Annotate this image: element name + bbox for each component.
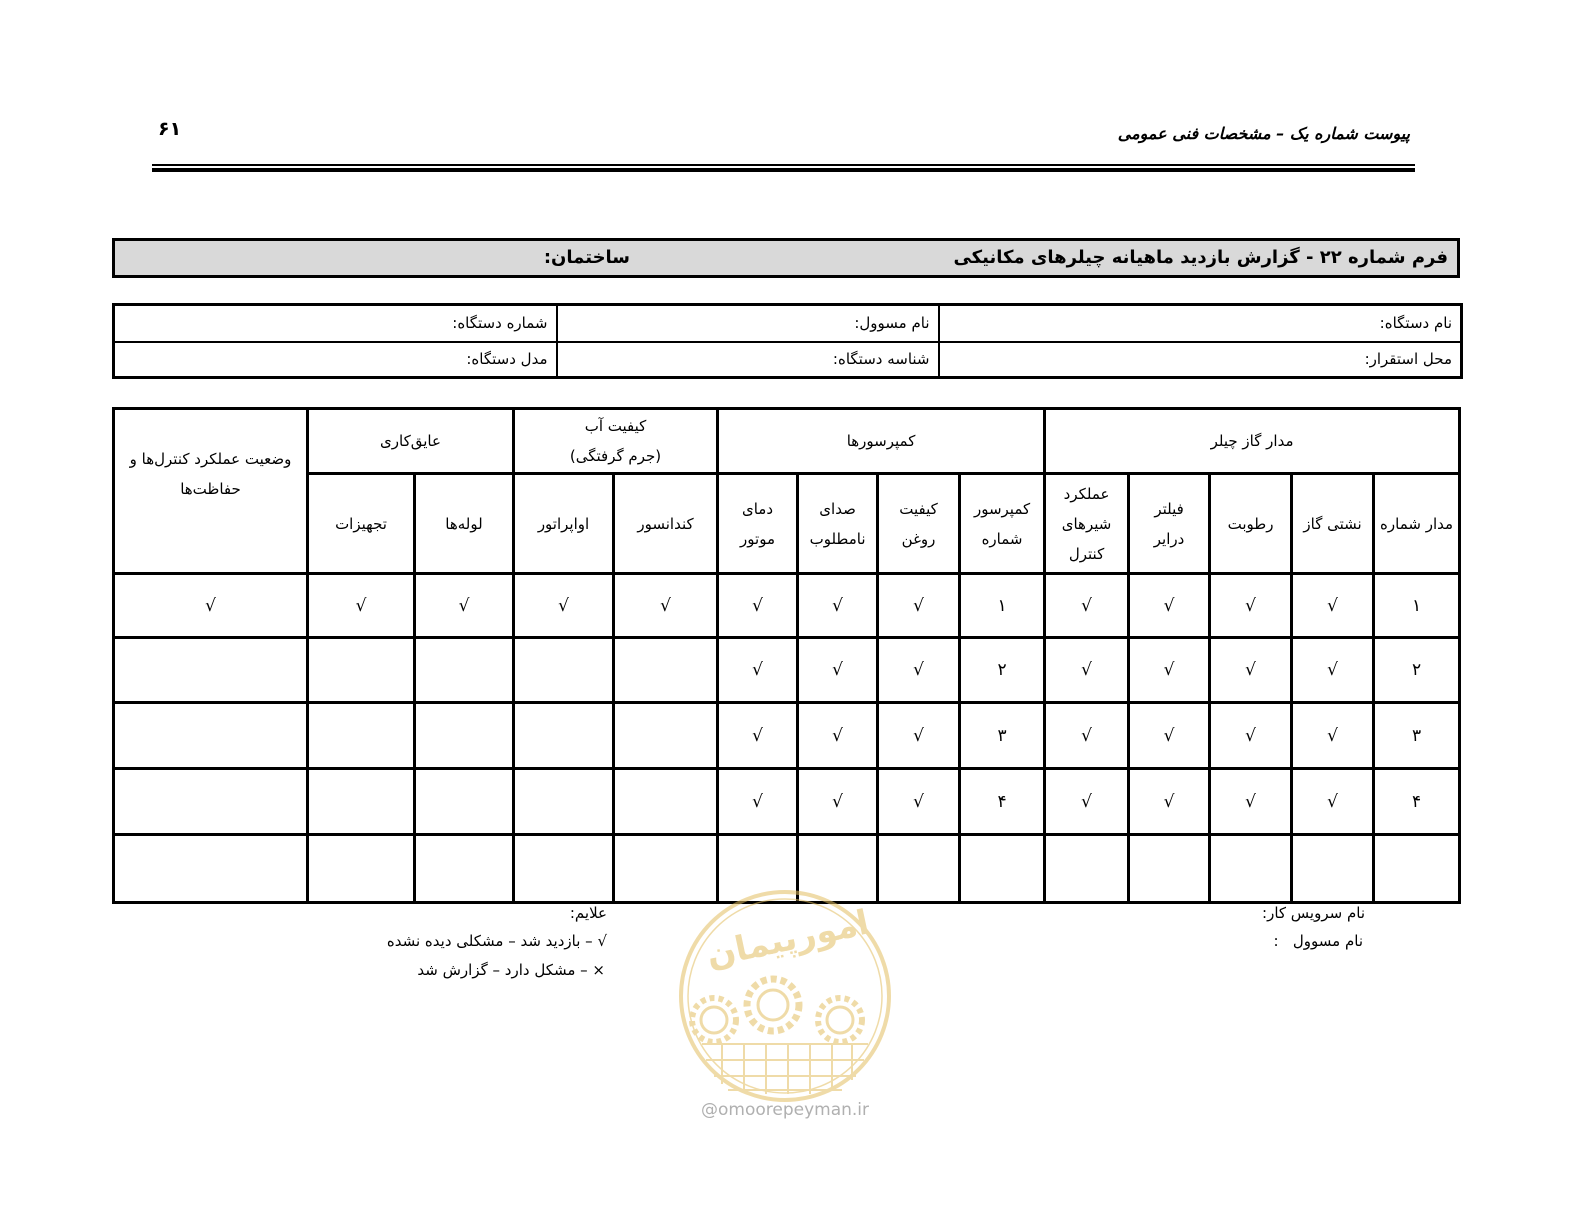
info-row: [114, 342, 1462, 378]
cell-controls-status: [114, 638, 308, 703]
cell-evaporator: [514, 703, 614, 769]
table-row: [114, 574, 1460, 638]
field-device-model: مدل دستگاه:: [114, 342, 557, 378]
cell-equipment: [308, 703, 415, 769]
watermark-logo-text: امورپیمان: [702, 902, 873, 976]
cell-equipment: [308, 769, 415, 835]
header-controls-status: وضعیت عملکرد کنترل‌ها و حفاظت‌ها: [114, 409, 308, 574]
legend-item-checked: √ – بازدید شد – مشکلی دیده نشده: [386, 932, 607, 950]
field-device-number: شماره دستگاه:: [114, 305, 557, 342]
header-filter-dryer: فیلتر درایر: [1129, 474, 1210, 574]
cell-control-valves: [1045, 835, 1129, 903]
scale-gear-icon: [692, 998, 736, 1042]
header-rule-thin: [152, 164, 1415, 166]
header-oil-quality: کیفیت روغن: [878, 474, 960, 574]
cell-evaporator: [514, 638, 614, 703]
cell-evaporator: [514, 835, 614, 903]
cell-circuit-number: ۱: [1374, 574, 1460, 638]
cell-controls-status: [114, 835, 308, 903]
responsible-label: نام مسوول :: [1273, 932, 1363, 950]
watermark-gears: [692, 979, 862, 1042]
header-group-gas-circuit: مدار گاز چیلر: [1045, 409, 1460, 474]
cell-oil-quality: √: [878, 703, 960, 769]
header-group-insulation: عایق‌کاری: [308, 409, 514, 474]
cell-filter-dryer: √: [1129, 638, 1210, 703]
header-rule-thick: [152, 168, 1415, 172]
cell-gas-leak: √: [1292, 703, 1374, 769]
cell-pipes: [415, 835, 514, 903]
cell-abnormal-noise: √: [798, 574, 878, 638]
running-title: پیوست شماره یک – مشخصات فنی عمومی: [1117, 124, 1410, 143]
cell-compressor-number: [960, 835, 1045, 903]
cell-filter-dryer: [1129, 835, 1210, 903]
watermark-url: @omoorepeyman.ir: [700, 1100, 870, 1120]
cell-motor-temp: √: [718, 638, 798, 703]
cell-control-valves: √: [1045, 574, 1129, 638]
header-evaporator: اواپراتور: [514, 474, 614, 574]
building-label: ساختمان:: [543, 247, 630, 268]
legend-item-problem: × – مشکل دارد – گزارش شد: [417, 961, 605, 979]
cell-condenser: [614, 703, 718, 769]
cell-controls-status: [114, 703, 308, 769]
cell-circuit-number: ۲: [1374, 638, 1460, 703]
cell-motor-temp: √: [718, 574, 798, 638]
cell-condenser: [614, 638, 718, 703]
header-abnormal-noise: صدای نامطلوب: [798, 474, 878, 574]
building-gear-hub-icon: [827, 1007, 853, 1033]
cell-control-valves: √: [1045, 769, 1129, 835]
cell-pipes: [415, 769, 514, 835]
cell-circuit-number: [1374, 835, 1460, 903]
cell-compressor-number: ۲: [960, 638, 1045, 703]
form-title: فرم شماره ۲۲ - گزارش بازدید ماهیانه چیلرهای مکانیکی: [953, 247, 1448, 268]
header-compressor-number: کمپرسور شماره: [960, 474, 1045, 574]
cell-equipment: [308, 835, 415, 903]
group-header-row: [114, 409, 1460, 474]
cell-filter-dryer: √: [1129, 769, 1210, 835]
legend-title: علایم:: [569, 904, 607, 922]
cell-gas-leak: √: [1292, 638, 1374, 703]
cell-humidity: √: [1210, 638, 1292, 703]
page-number: ۶۱: [158, 118, 182, 140]
cell-evaporator: √: [514, 574, 614, 638]
cell-abnormal-noise: √: [798, 703, 878, 769]
field-location: محل استقرار:: [939, 342, 1462, 378]
cell-humidity: √: [1210, 769, 1292, 835]
field-responsible-name: نام مسوول:: [557, 305, 939, 342]
cell-gas-leak: √: [1292, 769, 1374, 835]
cell-motor-temp: √: [718, 769, 798, 835]
cell-humidity: √: [1210, 574, 1292, 638]
cell-pipes: √: [415, 574, 514, 638]
cell-compressor-number: ۳: [960, 703, 1045, 769]
cell-humidity: √: [1210, 703, 1292, 769]
inspection-table: [112, 407, 1461, 904]
cell-pipes: [415, 703, 514, 769]
cell-oil-quality: √: [878, 574, 960, 638]
cell-gas-leak: √: [1292, 574, 1374, 638]
watermark-grid-cols: [722, 1044, 852, 1094]
cell-abnormal-noise: √: [798, 638, 878, 703]
cell-humidity: [1210, 835, 1292, 903]
form-title-bar: [112, 238, 1460, 278]
cell-abnormal-noise: √: [798, 769, 878, 835]
cell-compressor-number: ۴: [960, 769, 1045, 835]
watermark-grid: [702, 1044, 868, 1094]
cell-oil-quality: √: [878, 769, 960, 835]
header-control-valves: عملکرد شیرهای کنترل: [1045, 474, 1129, 574]
cell-motor-temp: √: [718, 703, 798, 769]
service-name-label: نام سرویس کار:: [1262, 904, 1365, 922]
cell-controls-status: √: [114, 574, 308, 638]
header-pipes: لوله‌ها: [415, 474, 514, 574]
field-device-name: نام دستگاه:: [939, 305, 1462, 342]
cell-oil-quality: √: [878, 638, 960, 703]
cell-evaporator: [514, 769, 614, 835]
header-motor-temp: دمای موتور: [718, 474, 798, 574]
cell-equipment: [308, 638, 415, 703]
cell-filter-dryer: √: [1129, 574, 1210, 638]
cell-control-valves: √: [1045, 703, 1129, 769]
column-header-row: [114, 474, 1460, 574]
cell-compressor-number: ۱: [960, 574, 1045, 638]
worker-gear-hub-icon: [758, 990, 788, 1020]
header-humidity: رطوبت: [1210, 474, 1292, 574]
cell-condenser: √: [614, 574, 718, 638]
scale-gear-hub-icon: [701, 1007, 727, 1033]
table-row: [114, 638, 1460, 703]
cell-condenser: [614, 769, 718, 835]
header-gas-leak: نشتی گاز: [1292, 474, 1374, 574]
cell-gas-leak: [1292, 835, 1374, 903]
cell-controls-status: [114, 769, 308, 835]
cell-circuit-number: ۳: [1374, 703, 1460, 769]
cell-circuit-number: ۴: [1374, 769, 1460, 835]
header-condenser: کندانسور: [614, 474, 718, 574]
header-circuit-number: مدار شماره: [1374, 474, 1460, 574]
watermark-logo: [672, 884, 898, 1108]
info-row: [114, 305, 1462, 342]
cell-control-valves: √: [1045, 638, 1129, 703]
worker-gear-icon: [747, 979, 799, 1031]
cell-filter-dryer: √: [1129, 703, 1210, 769]
table-row: [114, 703, 1460, 769]
header-group-compressors: کمپرسورها: [718, 409, 1045, 474]
table-row: [114, 769, 1460, 835]
header-equipment: تجهیزات: [308, 474, 415, 574]
header-group-water-quality: کیفیت آب (جرم گرفتگی): [514, 409, 718, 474]
field-device-id: شناسه دستگاه:: [557, 342, 939, 378]
cell-pipes: [415, 638, 514, 703]
device-info-table: [112, 303, 1463, 379]
cell-equipment: √: [308, 574, 415, 638]
building-gear-icon: [818, 998, 862, 1042]
